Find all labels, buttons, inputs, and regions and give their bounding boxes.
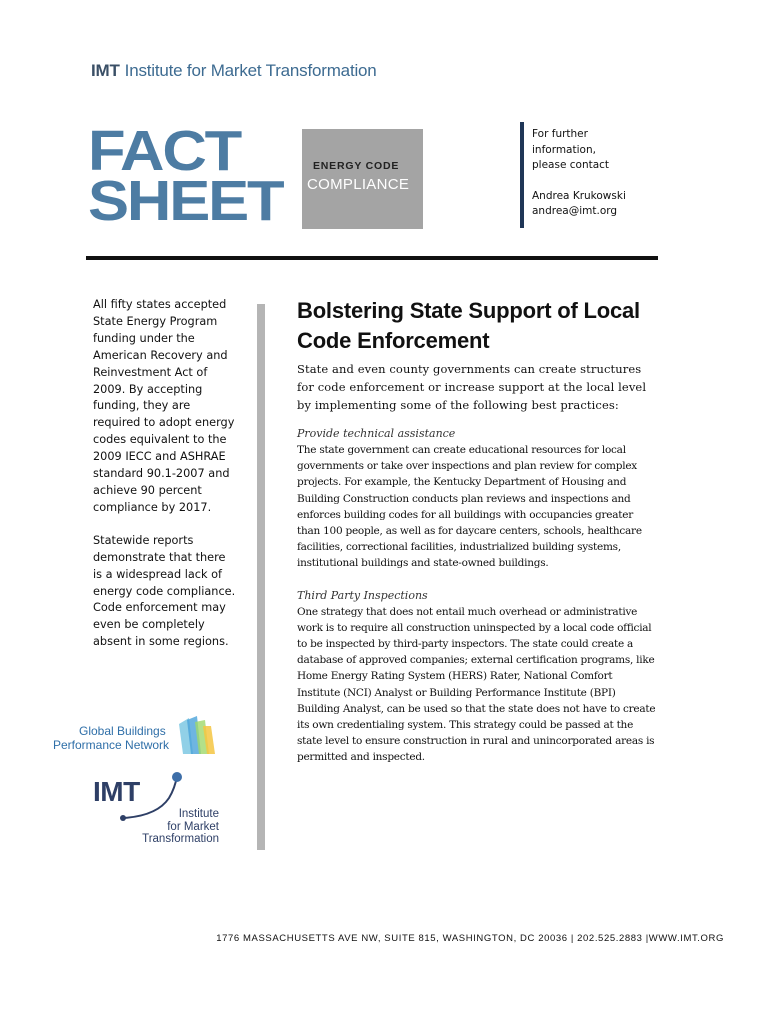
gbpn-line2: Performance Network	[53, 738, 170, 752]
main-content	[297, 296, 657, 766]
sheet-line: SHEET	[88, 169, 283, 233]
section-body-third-party: One strategy that does not entail much overhead or administrative work is to require all construction uninspected by a local code official to be inspected by third-party inspectors. The state could create a database of approved companies; external certification programs, like Home Energy Rating System (HERS) Rater, National Comfort Institute (NCI) Analyst or Building Performance Institute (BPI) Building Analyst, can be used so that the state does not have to create its own credentialing system. This strategy could be passed at the state level to ensure construction in rural and unincorporated areas is permitted and inspected.	[297, 605, 656, 764]
gbpn-mark-icon	[173, 716, 223, 756]
section-heading-technical-assistance: Provide technical assistance	[297, 427, 456, 440]
contact-line3: please contact	[532, 159, 610, 171]
article-intro: State and even county governments can create structures for code enforcement or increase support at the local level by implementing some of the following best practices:	[297, 362, 647, 412]
section-body-technical-assistance: The state government can create educational resources for local governments or take over inspections and plan review for complex projects. For example, the Kentucky Department of Housing and Building Construction conducts plan reviews and inspections and enforces building codes for all buildings with occupancies greater than 100 people, as well as for daycare centers, schools, healthcare facilities, correctional facilities, industrialized building systems, institutional buildings and state-owned buildings.	[297, 444, 642, 570]
topic-badge	[302, 129, 423, 229]
contact-block	[532, 127, 662, 220]
contact-line1: For further	[532, 128, 588, 140]
header-rule	[86, 256, 658, 260]
fact-line: FACT	[88, 119, 241, 183]
imt-logo-text	[139, 808, 219, 846]
brand-abbr: IMT	[91, 61, 120, 80]
footer-address: 1776 MASSACHUSETTS AVE NW, SUITE 815, WASHINGTON, DC 20036 | 202.525.2883 |WWW.IMT.ORG	[216, 933, 724, 944]
sidebar-paragraph-1: All fifty states accepted State Energy Program funding under the American Recovery and Reinvestment Act of 2009. By accepting funding, they are required to adopt energy codes equivalent to the 2009 IECC and ASHRAE standard 90.1-2007 and achieve 90 percent compliance by 2017.	[93, 298, 235, 514]
badge-line2: COMPLIANCE	[307, 176, 410, 193]
gbpn-logo	[53, 716, 223, 756]
gbpn-line1: Global Buildings	[79, 724, 166, 738]
article-title: Bolstering State Support of Local Code Enforcement	[297, 298, 640, 353]
contact-divider	[520, 122, 524, 228]
contact-email[interactable]: andrea@imt.org	[532, 205, 618, 217]
column-divider	[257, 304, 265, 850]
gbpn-logo-text	[53, 724, 169, 752]
imt-logo-line1: Institute	[178, 808, 219, 820]
imt-logo-line3: Transformation	[142, 833, 219, 845]
contact-line2: information,	[532, 143, 596, 156]
contact-name: Andrea Krukowski	[532, 189, 626, 202]
sidebar-paragraph-2: Statewide reports demonstrate that there is a widespread lack of energy code compliance. Code enforcement may even be completely absent in some regions.	[93, 533, 236, 649]
badge-line1: ENERGY CODE	[313, 160, 400, 172]
imt-logo	[93, 770, 228, 850]
fact-sheet-title	[88, 119, 293, 233]
section-heading-third-party: Third Party Inspections	[297, 588, 428, 602]
imt-logo-line2: for Market	[167, 820, 219, 833]
brand-header	[91, 61, 377, 81]
sidebar	[93, 297, 238, 651]
brand-name: Institute for Market Transformation	[124, 61, 377, 80]
imt-logo-abbr: IMT	[93, 776, 140, 807]
